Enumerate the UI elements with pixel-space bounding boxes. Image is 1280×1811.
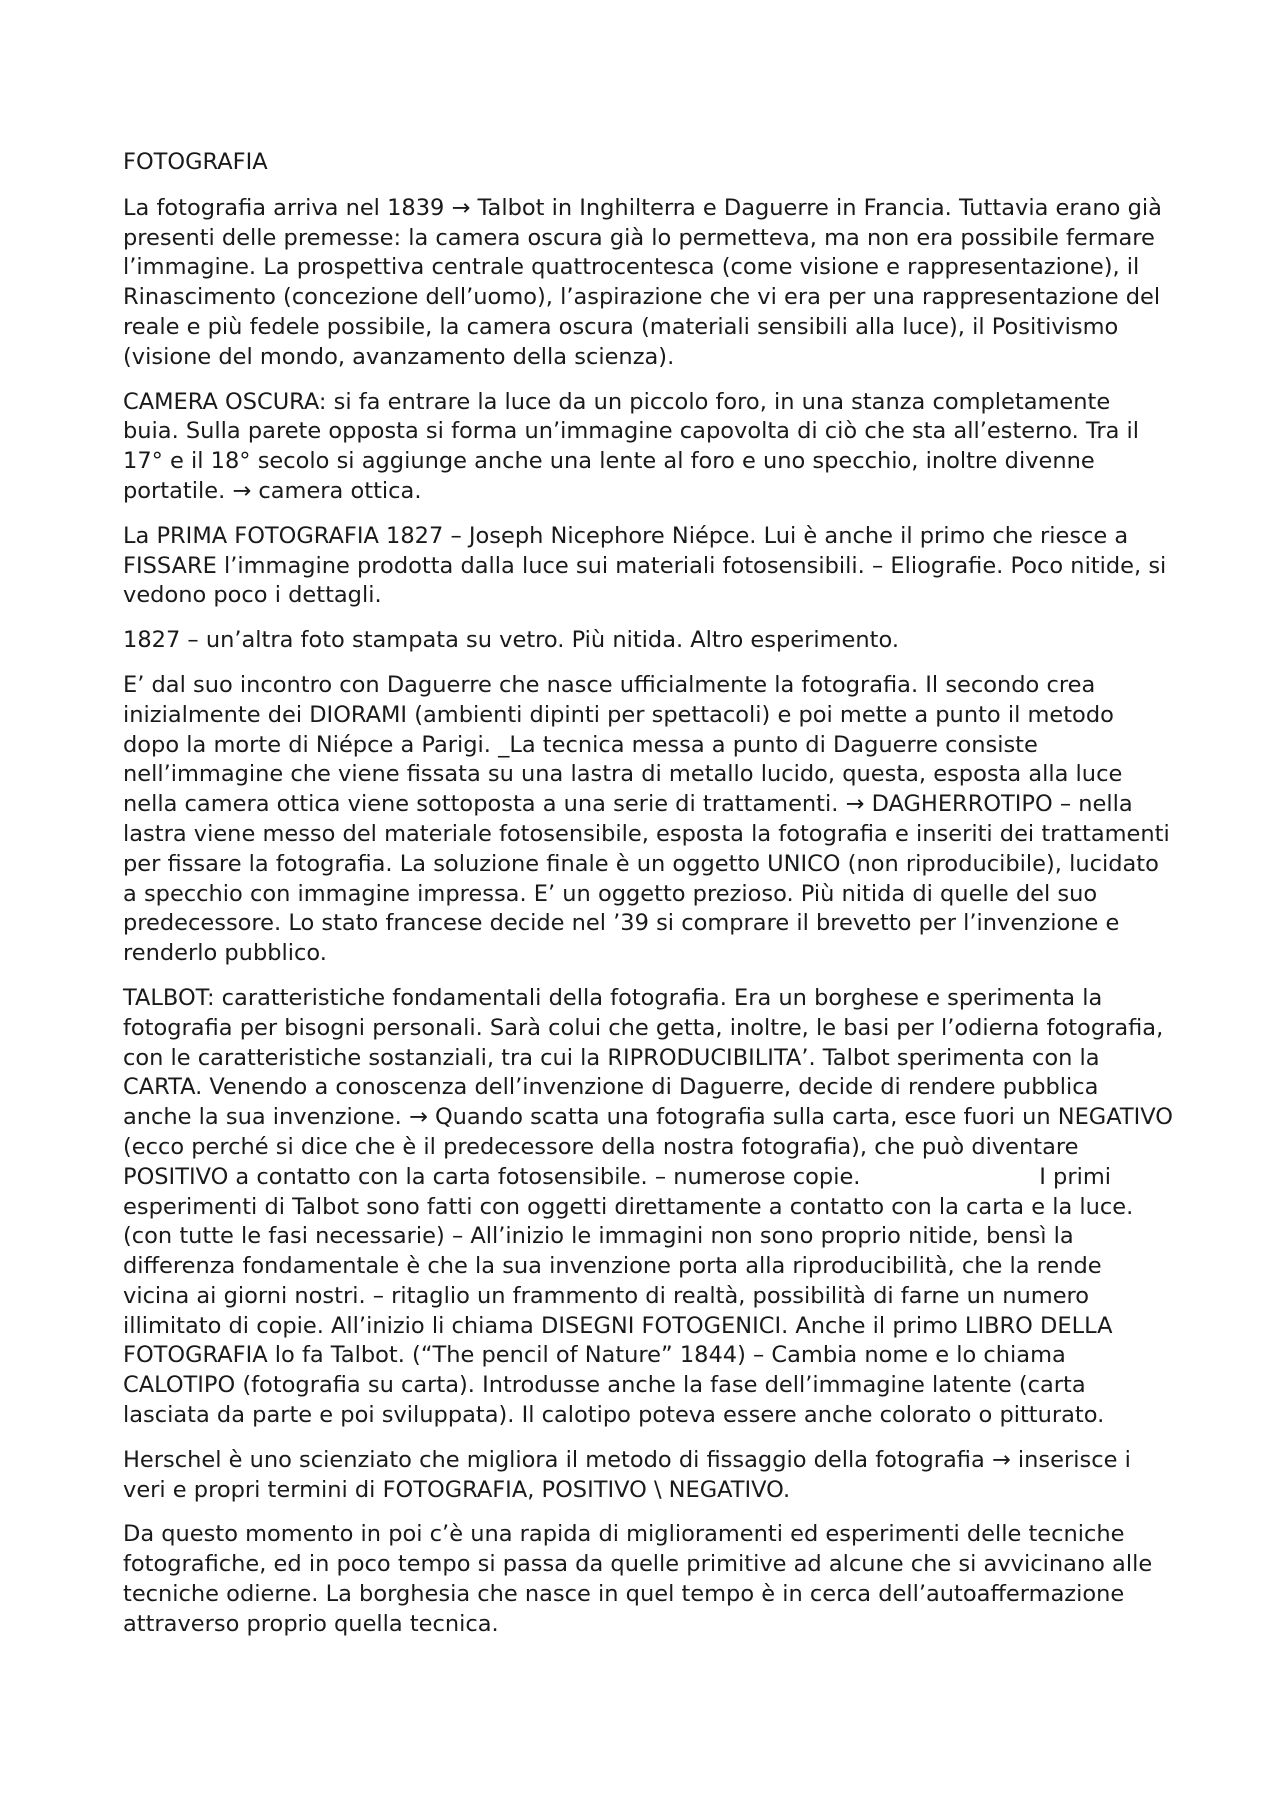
paragraph-herschel: Herschel è uno scienziato che migliora il metodo di fissaggio della fotografia → inserisce i veri e propri termini di FOTOGRAFIA, POSITIVO \ NEGATIVO.: [123, 1446, 1131, 1503]
paragraph-daguerre: E’ dal suo incontro con Daguerre che nasce ufficialmente la fotografia. Il secondo crea inizialmente dei DIORAMI (ambienti dipinti per spettacoli) e poi mette a punto il metodo dopo la morte di Niépce a Parigi. _La tecnica messa a punto di Daguerre consiste nell’immagine che viene fissata su una lastra di metallo lucido, questa, esposta alla luce nella camera ottica viene sottoposta a una serie di trattamenti. → DAGHERROTIPO – nella lastra viene messo del materiale fotosensibile, esposta la fotografia e inseriti dei trattamenti per fissare la fotografia. La soluzione finale è un oggetto UNICO (non riproducibile), lucidato a specchio con immagine impressa. E’ un oggetto prezioso. Più nitida di quelle del suo predecessore. Lo stato francese decide nel ’39 si comprare il brevetto per l’invenzione e renderlo pubblico.: [123, 671, 1170, 967]
paragraph-foto-vetro: 1827 – un’altra foto stampata su vetro. Più nitida. Altro esperimento.: [123, 627, 899, 654]
paragraph-camera-oscura: CAMERA OSCURA: si fa entrare la luce da un piccolo foro, in una stanza completamente buia. Sulla parete opposta si forma un’immagine capovolta di ciò che sta all’esterno. Tra il 17° e il 18° secolo si aggiunge anche una lente al foro e uno specchio, inoltre divenne portatile. → camera ottica.: [123, 388, 1140, 504]
paragraph-prima-fotografia: La PRIMA FOTOGRAFIA 1827 – Joseph Nicephore Niépce. Lui è anche il primo che riesce a FISSARE l’immagine prodotta dalla luce sui materiali fotosensibili. – Eliografie. Poco nitide, si vedono poco i dettagli.: [123, 522, 1167, 609]
document-title: FOTOGRAFIA: [123, 149, 268, 175]
paragraph-miglioramenti: Da questo momento in poi c’è una rapida di miglioramenti ed esperimenti delle tecniche fotografiche, ed in poco tempo si passa da quelle primitive ad alcune che si avvicinano alle tecniche odierne. La borghesia che nasce in quel tempo è in cerca dell’autoaffermazione attraverso proprio quella tecnica.: [123, 1521, 1153, 1637]
document-body: [123, 148, 1181, 1655]
paragraph-intro: La fotografia arriva nel 1839 → Talbot in Inghilterra e Daguerre in Francia. Tuttavia erano già presenti delle premesse: la camera oscura già lo permetteva, ma non era possibile fermare l’immagine. La prospettiva centrale quattrocentesca (come visione e rappresentazione), il Rinascimento (concezione dell’uomo), l’aspirazione che vi era per una rappresentazione del reale e più fedele possibile, la camera oscura (materiali sensibili alla luce), il Positivismo (visione del mondo, avanzamento della scienza).: [123, 194, 1162, 370]
paragraph-talbot: TALBOT: caratteristiche fondamentali della fotografia. Era un borghese e sperimenta la fotografia per bisogni personali. Sarà colui che getta, inoltre, le basi per l’odierna fotografia, con le caratteristiche sostanziali, tra cui la RIPRODUCIBILITA’. Talbot sperimenta con la CARTA. Venendo a conoscenza dell’invenzione di Daguerre, decide di rendere pubblica anche la sua invenzione. → Quando scatta una fotografia sulla carta, esce fuori un NEGATIVO (ecco perché si dice che è il predecessore della nostra fotografia), che può diventare POSITIVO a contatto con la carta fotosensibile. – numerose copie. I primi esperimenti di Talbot sono fatti con oggetti direttamente a contatto con la carta e la luce. (con tutte le fasi necessarie) – All’inizio le immagini non sono proprio nitide, bensì la differenza fondamentale è che la sua invenzione porta alla riproducibilità, che la rende vicina ai giorni nostri. – ritaglio un frammento di realtà, possibilità di farne un numero illimitato di copie. All’inizio li chiama DISEGNI FOTOGENICI. Anche il primo LIBRO DELLA FOTOGRAFIA lo fa Talbot. (“The pencil of Nature” 1844) – Cambia nome e lo chiama CALOTIPO (fotografia su carta). Introdusse anche la fase dell’immagine latente (carta lasciata da parte e poi sviluppata). Il calotipo poteva essere anche colorato o pitturato.: [123, 984, 1181, 1429]
